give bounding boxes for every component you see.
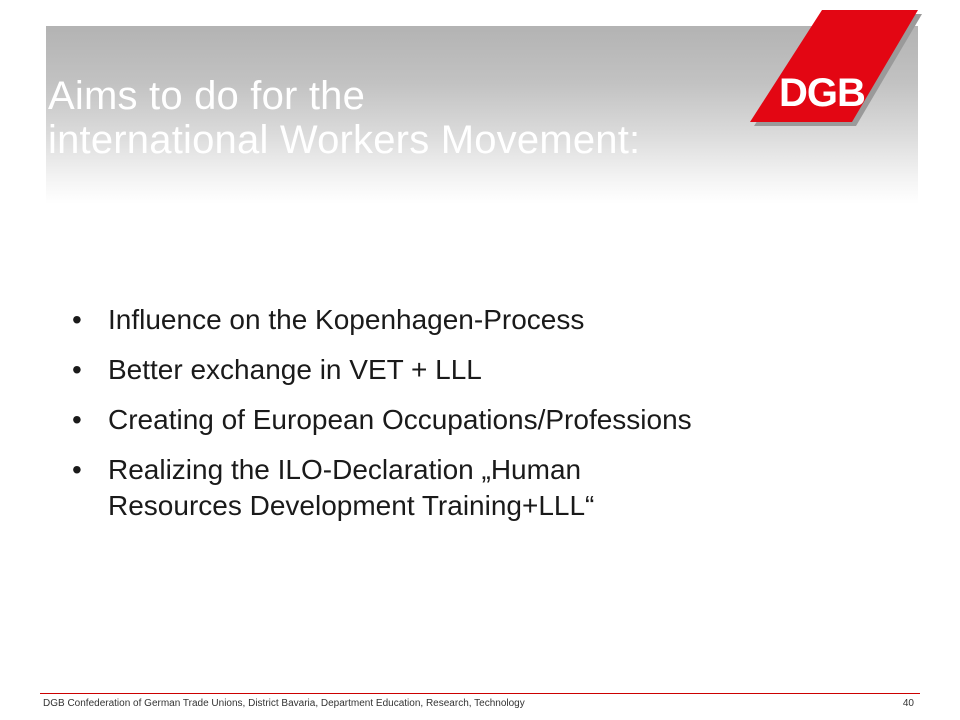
bullet-dot: •: [72, 354, 82, 385]
list-item: [72, 402, 912, 438]
list-item: [72, 302, 912, 338]
bullet-text: Better exchange in VET + LLL: [108, 354, 482, 385]
list-item: [72, 352, 912, 388]
bullet-text: Creating of European Occupations/Professions: [108, 404, 692, 435]
slide-title-line-1: Aims to do for the: [48, 74, 366, 118]
bullet-dot: •: [72, 404, 82, 435]
bullet-dot: •: [72, 454, 82, 485]
slide-title-line-2: international Workers Movement:: [48, 118, 641, 162]
dgb-logo-text: DGB: [779, 71, 865, 115]
bullet-dot: •: [72, 304, 82, 335]
bullet-text: Realizing the ILO-Declaration „Human Resources Development Training+LLL“: [108, 454, 595, 521]
bullet-text: Influence on the Kopenhagen-Process: [108, 304, 585, 335]
page-number: 40: [902, 698, 914, 709]
footer-divider: [40, 693, 920, 694]
dgb-logo-icon: [744, 10, 924, 128]
footer-text: DGB Confederation of German Trade Unions, District Bavaria, Department Education, Research, Technology: [43, 698, 525, 709]
list-item: [72, 452, 912, 524]
bullet-list: [72, 302, 912, 538]
slide-title: [48, 74, 640, 162]
